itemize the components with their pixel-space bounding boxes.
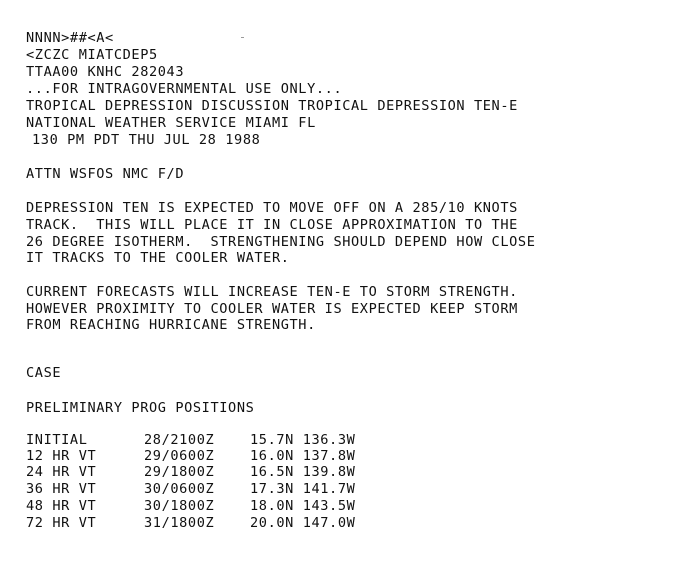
scan-speck xyxy=(241,37,244,38)
lat-lon-position: 15.7N 136.3W xyxy=(250,432,356,448)
lat-lon-position: 18.0N 143.5W xyxy=(250,498,356,514)
table-row xyxy=(26,498,446,514)
valid-time: 30/0600Z xyxy=(144,481,215,497)
paragraph1-line: 26 DEGREE ISOTHERM. STRENGTHENING SHOULD DEPEND HOW CLOSE xyxy=(26,234,536,250)
valid-time: 29/0600Z xyxy=(144,448,215,464)
paragraph1-line: TRACK. THIS WILL PLACE IT IN CLOSE APPROXIMATION TO THE xyxy=(26,217,518,233)
case-label: CASE xyxy=(26,365,62,381)
forecast-hour-label: 24 HR VT xyxy=(26,464,97,480)
table-row xyxy=(26,432,446,448)
forecast-hour-label: 72 HR VT xyxy=(26,515,97,531)
header-line-office: NATIONAL WEATHER SERVICE MIAMI FL xyxy=(26,115,316,131)
valid-time: 31/1800Z xyxy=(144,515,215,531)
table-row xyxy=(26,448,446,464)
header-line-zczc: <ZCZC MIATCDEP5 xyxy=(26,47,158,63)
lat-lon-position: 16.0N 137.8W xyxy=(250,448,356,464)
prog-positions-title: PRELIMINARY PROG POSITIONS xyxy=(26,400,255,416)
lat-lon-position: 17.3N 141.7W xyxy=(250,481,356,497)
header-line-routing: NNNN>##<A< xyxy=(26,30,114,46)
lat-lon-position: 16.5N 139.8W xyxy=(250,464,356,480)
header-line-title: TROPICAL DEPRESSION DISCUSSION TROPICAL DEPRESSION TEN-E xyxy=(26,98,518,114)
header-line-restriction: ...FOR INTRAGOVERNMENTAL USE ONLY... xyxy=(26,81,343,97)
paragraph2-line: CURRENT FORECASTS WILL INCREASE TEN-E TO STORM STRENGTH. xyxy=(26,284,518,300)
paragraph2-line: HOWEVER PROXIMITY TO COOLER WATER IS EXPECTED KEEP STORM xyxy=(26,301,518,317)
table-row xyxy=(26,481,446,497)
forecast-hour-label: 12 HR VT xyxy=(26,448,97,464)
forecast-hour-label: 36 HR VT xyxy=(26,481,97,497)
header-line-wmo-id: TTAA00 KNHC 282043 xyxy=(26,64,185,80)
forecast-hour-label: INITIAL xyxy=(26,432,88,448)
forecast-hour-label: 48 HR VT xyxy=(26,498,97,514)
paragraph2-line: FROM REACHING HURRICANE STRENGTH. xyxy=(26,317,316,333)
valid-time: 28/2100Z xyxy=(144,432,215,448)
paragraph1-line: IT TRACKS TO THE COOLER WATER. xyxy=(26,250,290,266)
table-row xyxy=(26,515,446,531)
paragraph1-line: DEPRESSION TEN IS EXPECTED TO MOVE OFF ON A 285/10 KNOTS xyxy=(26,200,518,216)
header-line-issue-time: 130 PM PDT THU JUL 28 1988 xyxy=(32,132,261,148)
valid-time: 30/1800Z xyxy=(144,498,215,514)
valid-time: 29/1800Z xyxy=(144,464,215,480)
attention-line: ATTN WSFOS NMC F/D xyxy=(26,166,185,182)
table-row xyxy=(26,464,446,480)
lat-lon-position: 20.0N 147.0W xyxy=(250,515,356,531)
